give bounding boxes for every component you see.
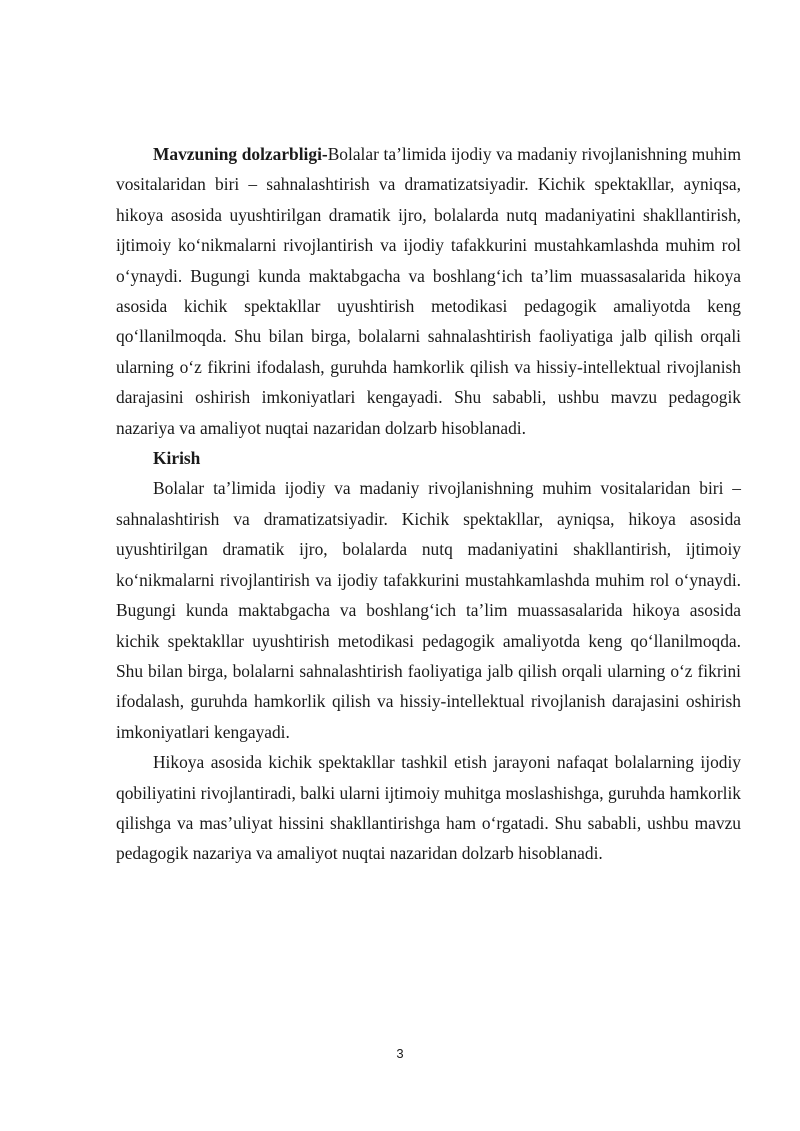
relevance-paragraph xyxy=(116,139,741,443)
relevance-lead: Mavzuning dolzarbligi- xyxy=(153,144,328,164)
intro-paragraph-2: Hikoya asosida kichik spektakllar tashkil etish jarayoni nafaqat bolalarning ijodiy qobiliyatini rivojlantiradi, balki ularni ijtimoiy muhitga moslashishga, guruhda hamkorlik qilishga va mas’uliyat hissini shakllantirishga ham o‘rgatadi. Shu sababli, ushbu mavzu pedagogik nazariya va amaliyot nuqtai nazaridan dolzarb hisoblanadi. xyxy=(116,752,741,864)
intro-paragraph-1: Bolalar ta’limida ijodiy va madaniy rivojlanishning muhim vositalaridan biri – sahnalashtirish va dramatizatsiyadir. Kichik spektakllar, ayniqsa, hikoya asosida uyushtirilgan dramatik ijro, bolalarda nutq madaniyatini shakllantirish, ijtimoiy ko‘nikmalarni rivojlantirish va ijodiy tafakkurini mustahkamlashda muhim rol o‘ynaydi. Bugungi kunda maktabgacha va boshlang‘ich ta’lim muassasalarida hikoya asosida kichik spektakllar uyushtirish metodikasi pedagogik amaliyotda keng qo‘llanilmoqda. Shu bilan birga, bolalarni sahnalashtirish faoliyatiga jalb qilish orqali ularning o‘z fikrini ifodalash, guruhda hamkorlik qilish va hissiy-intellektual rivojlanish darajasini oshirish imkoniyatlari kengayadi. xyxy=(116,478,741,742)
relevance-text: Bolalar ta’limida ijodiy va madaniy rivojlanishning muhim vositalaridan biri – sahnalashtirish va dramatizatsiyadir. Kichik spektakllar, ayniqsa, hikoya asosida uyushtirilgan dramatik ijro, bolalarda nutq madaniyatini shakllantirish, ijtimoiy ko‘nikmalarni rivojlantirish va ijodiy tafakkurini mustahkamlashda muhim rol o‘ynaydi. Bugungi kunda maktabgacha va boshlang‘ich ta’lim muassasalarida hikoya asosida kichik spektakllar uyushtirish metodikasi pedagogik amaliyotda keng qo‘llanilmoqda. Shu bilan birga, bolalarni sahnalashtirish faoliyatiga jalb qilish orqali ularning o‘z fikrini ifodalash, guruhda hamkorlik qilish va hissiy-intellektual rivojlanish darajasini oshirish imkoniyatlari kengayadi. Shu sababli, ushbu mavzu pedagogik nazariya va amaliyot nuqtai nazaridan dolzarb hisoblanadi. xyxy=(116,144,741,438)
page-number: 3 xyxy=(396,1046,404,1061)
page-body xyxy=(116,139,741,869)
intro-heading: Kirish xyxy=(153,448,201,469)
